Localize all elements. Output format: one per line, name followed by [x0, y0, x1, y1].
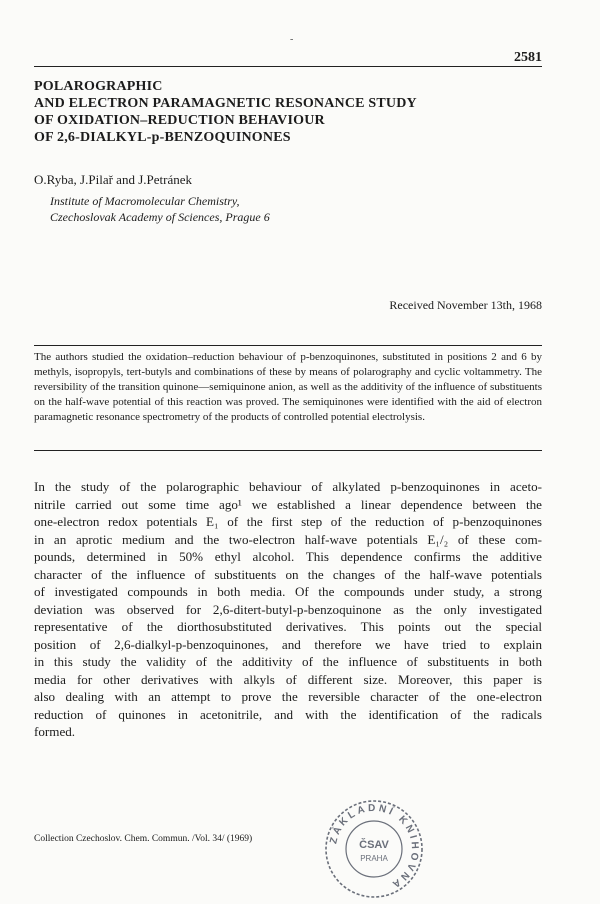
body-line: position of 2,6-dialkyl-p-benzoquinones, and therefore we have tried to explain [34, 636, 542, 652]
body-line: deviation was observed for 2,6-ditert-butyl-p-benzoquinone as the only investigated [34, 601, 542, 617]
stamp-center-bottom: PRAHA [360, 854, 388, 863]
body-line: of investigated compounds in both media. Of the compounds under study, a strong [34, 584, 542, 599]
header-rule [34, 66, 542, 67]
library-stamp [316, 796, 432, 902]
stamp-center-top: ČSAV [359, 839, 389, 851]
abstract-bottom-rule [34, 450, 542, 451]
body-line: character of the influence of substituents on the changes of the half-wave potentials [34, 566, 542, 582]
affiliation [50, 193, 270, 225]
stamp-ring-textpath: ZÁKLADNÍ KNIHOVNA [328, 802, 421, 891]
received-date: Received November 13th, 1968 [389, 298, 542, 312]
body-line: media for other derivatives with alkyls of different size. Moreover, this paper is [34, 671, 542, 687]
top-mark: - [290, 34, 294, 45]
affiliation-line: Czechoslovak Academy of Sciences, Prague 6 [50, 210, 270, 224]
journal-citation-footer: Collection Czechoslov. Chem. Commun. /Vol. 34/ (1969) [34, 834, 253, 844]
body-line: representative of the diorthosubstituted derivatives. This points out the special [34, 619, 542, 634]
title-line: AND ELECTRON PARAMAGNETIC RESONANCE STUDY [34, 96, 417, 111]
body-line: also dealing with an attempt to prove the reversible character of the one-electron [34, 689, 542, 704]
body-line: In the study of the polarographic behaviour of alkylated p-benzoquinones in aceto- [34, 479, 542, 494]
abstract-top-rule [34, 345, 542, 346]
affiliation-line: Institute of Macromolecular Chemistry, [50, 194, 240, 208]
title-line: POLAROGRAPHIC [34, 79, 163, 94]
title-line: OF OXIDATION–REDUCTION BEHAVIOUR [34, 113, 325, 128]
body-line: in an aprotic medium and the two-electron half-wave potentials E₁/₂ of these com- [34, 531, 542, 547]
body-line: reduction of quinones in acetonitrile, and with the identification of the radicals [34, 706, 542, 722]
body-line: pounds, determined in 50% ethyl alcohol. This dependence confirms the additive [34, 549, 542, 564]
page-number: 2581 [514, 50, 542, 65]
article-title [34, 78, 544, 146]
body-line: formed. [34, 724, 76, 739]
title-line: OF 2,6-DIALKYL-p-BENZOQUINONES [34, 130, 291, 145]
body-line: in this study the validity of the additivity of the influence of substituents in both [34, 654, 542, 669]
body-paragraph [34, 478, 542, 741]
body-line: one-electron redox potentials E₁ of the first step of the reduction of p-benzoquinones [34, 514, 542, 529]
body-line: nitrile carried out some time ago¹ we established a linear dependence between the [34, 496, 542, 512]
authors: O.Ryba, J.Pilař and J.Petránek [34, 172, 192, 187]
abstract: The authors studied the oxidation–reduction behaviour of p-benzoquinones, substituted in positions 2 and 6 by methyls, isopropyls, tert-butyls and combinations of these by means of polarography and cyclic voltammetry. The reversibility of the transition quinone—semiquinone anion, as well as the additivity of the influence of substituents on the half-wave potential of this reaction was proved. The semiquinones were identified with the aid of electron paramagnetic resonance spectrometry of the products of controlled potential electrolysis. [34, 351, 542, 423]
